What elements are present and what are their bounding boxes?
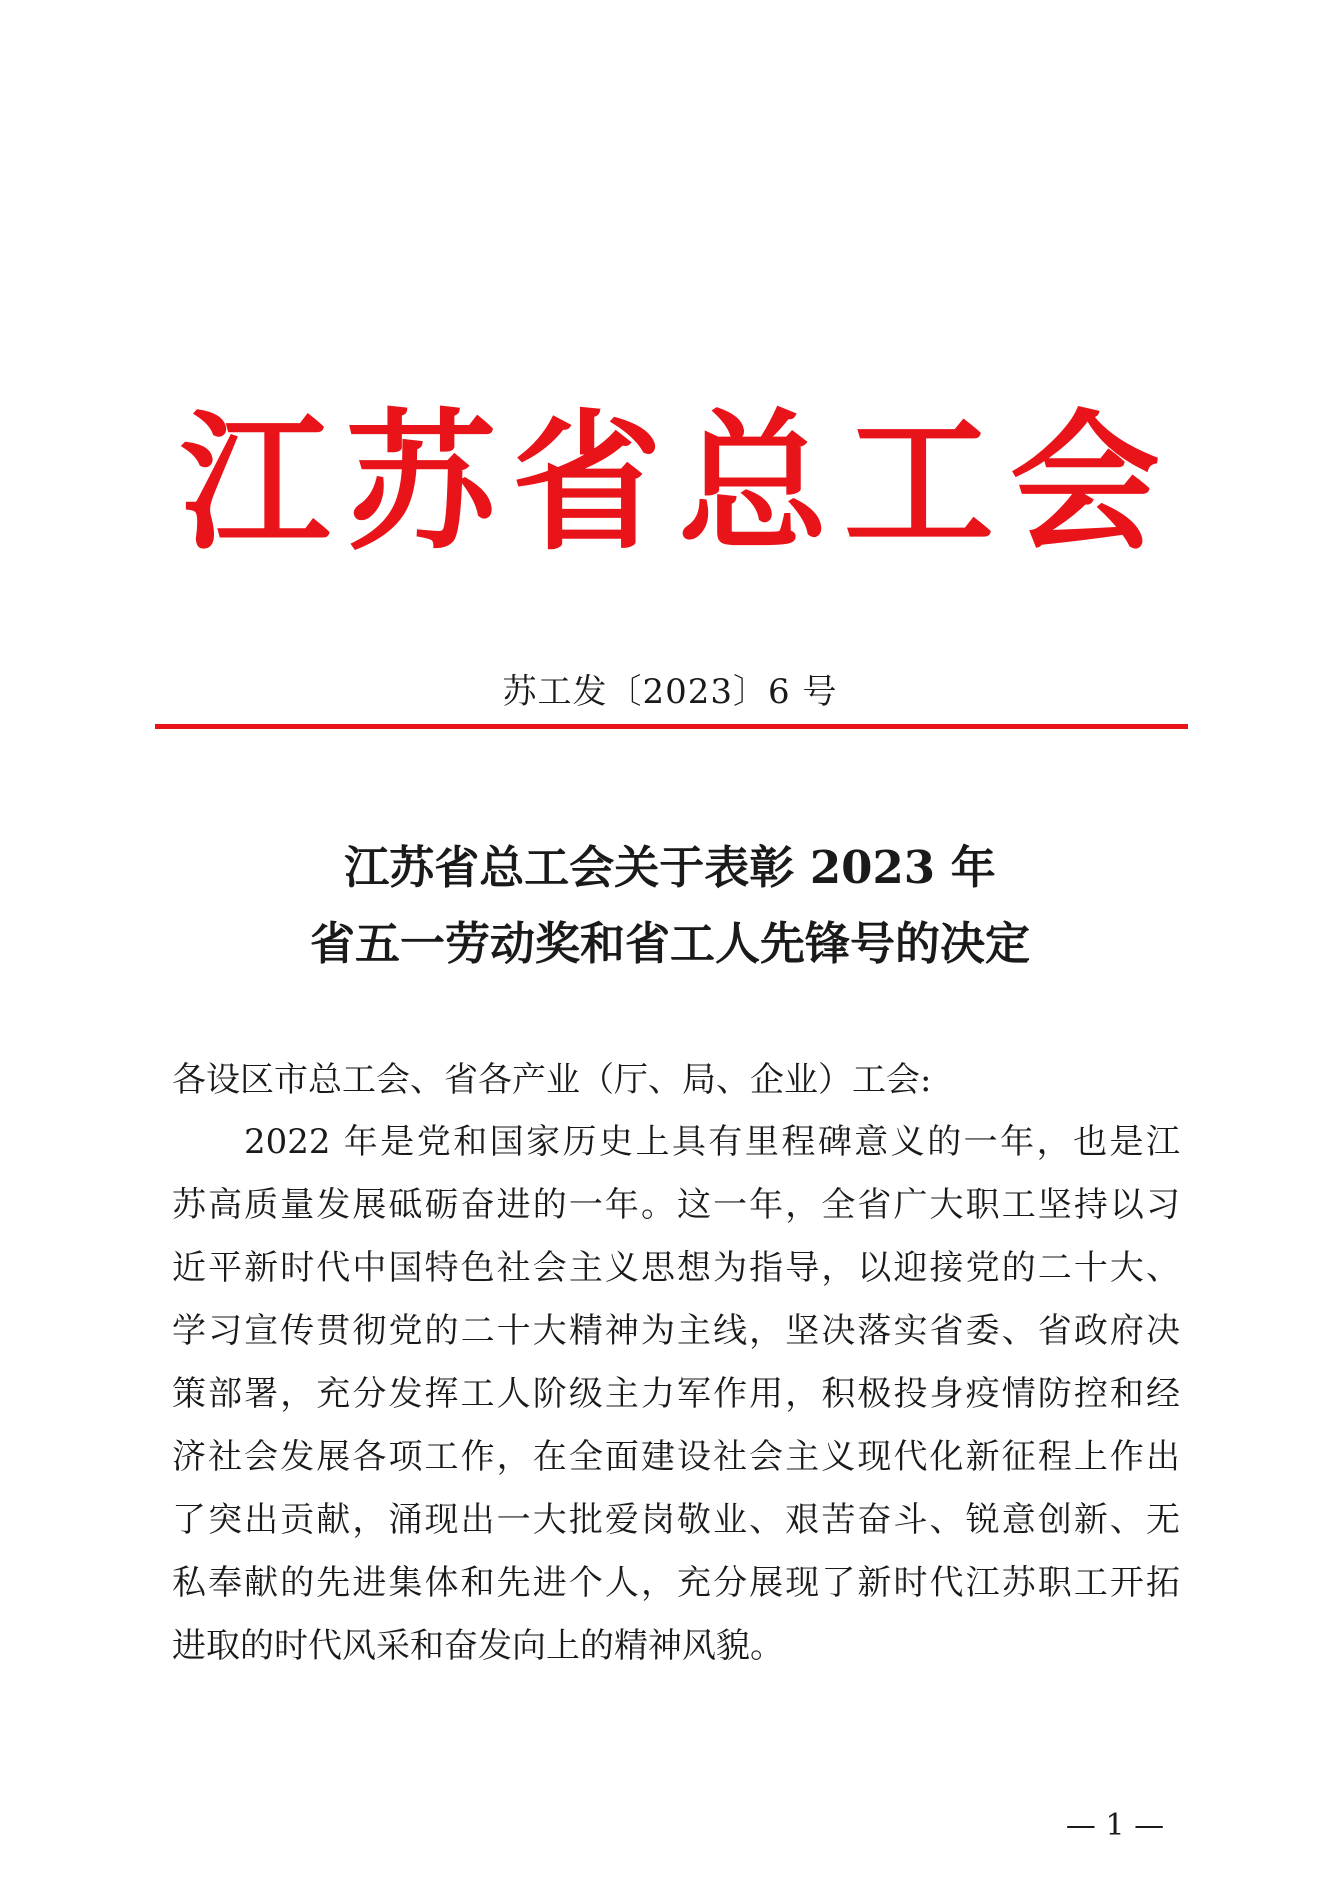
paragraph-line: 了突出贡献，涌现出一大批爱岗敬业、艰苦奋斗、锐意创新、无 bbox=[172, 1500, 1180, 1540]
red-divider-rule bbox=[155, 724, 1188, 729]
paragraph-line: 苏高质量发展砥砺奋进的一年。这一年，全省广大职工坚持以习 bbox=[172, 1185, 1180, 1225]
document-title-line-1: 江苏省总工会关于表彰 2023 年 bbox=[344, 841, 996, 894]
paragraph-line: 进取的时代风采和奋发向上的精神风貌。 bbox=[172, 1626, 784, 1666]
masthead-char: 苏 bbox=[345, 394, 496, 571]
masthead-char: 省 bbox=[511, 394, 662, 571]
masthead-char: 工 bbox=[843, 394, 994, 571]
masthead-char: 江 bbox=[180, 394, 331, 571]
issuer-masthead bbox=[180, 395, 1160, 570]
masthead-char: 会 bbox=[1009, 394, 1160, 571]
salutation: 各设区市总工会、省各产业（厅、局、企业）工会: bbox=[172, 1060, 932, 1100]
paragraph-line: 学习宣传贯彻党的二十大精神为主线，坚决落实省委、省政府决 bbox=[172, 1311, 1180, 1351]
paragraph-line: 私奉献的先进集体和先进个人，充分展现了新时代江苏职工开拓 bbox=[172, 1563, 1180, 1603]
paragraph-line: 策部署，充分发挥工人阶级主力军作用，积极投身疫情防控和经 bbox=[172, 1374, 1180, 1414]
document-title-line-2: 省五一劳动奖和省工人先锋号的决定 bbox=[309, 917, 1030, 970]
masthead-char: 总 bbox=[677, 394, 828, 571]
document-number: 苏工发〔2023〕6 号 bbox=[502, 672, 838, 712]
paragraph-line: 2022 年是党和国家历史上具有里程碑意义的一年，也是江 bbox=[244, 1122, 1180, 1162]
paragraph-line: 济社会发展各项工作，在全面建设社会主义现代化新征程上作出 bbox=[172, 1437, 1180, 1477]
paragraph-line: 近平新时代中国特色社会主义思想为指导，以迎接党的二十大、 bbox=[172, 1248, 1180, 1288]
page-number: — 1 — bbox=[1065, 1808, 1165, 1843]
body-paragraph bbox=[172, 1120, 1180, 1687]
